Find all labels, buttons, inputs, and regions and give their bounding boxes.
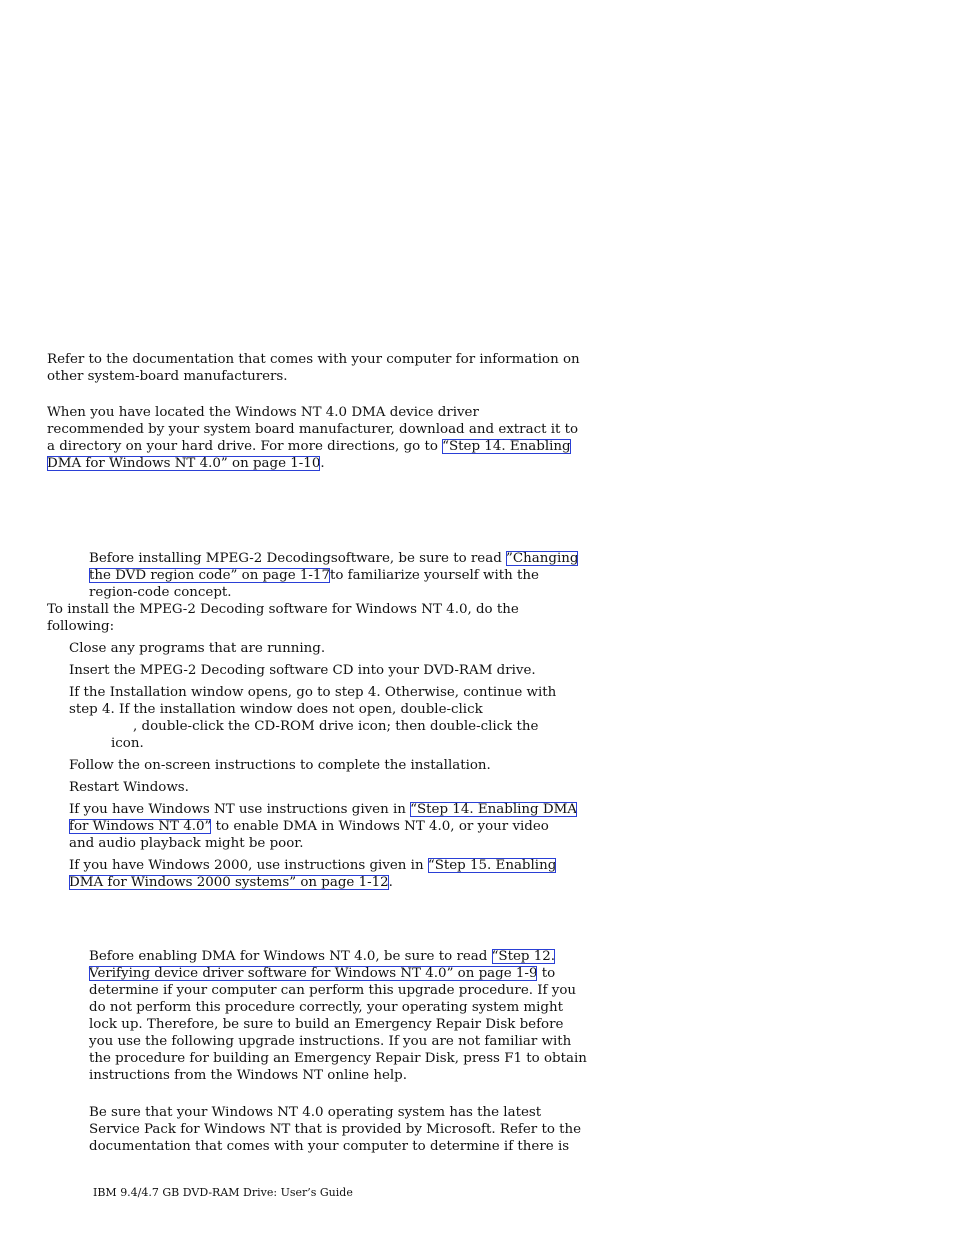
link-step14-dma[interactable]: “Step 14. Enabling DMA [410, 802, 577, 817]
text-line: Refer to the documentation that comes with your computer for information on [47, 352, 580, 367]
step-text: step 4. If the installation window does not open, double-click [69, 702, 483, 717]
text-line: you use the following upgrade instructions. If you are not familiar with [89, 1034, 572, 1049]
text-fragment: . [320, 456, 325, 471]
text-line: Service Pack for Windows NT that is provided by Microsoft. Refer to the [89, 1122, 582, 1137]
link-step14-enabling-dma-cont[interactable]: DMA for Windows NT 4.0” on page 1-10 [47, 456, 321, 471]
text-line [89, 567, 578, 584]
link-step15-dma-2000-cont[interactable]: DMA for Windows 2000 systems” on page 1-12 [69, 875, 389, 890]
text-line: region-code concept. [89, 585, 232, 600]
link-step15-dma-2000[interactable]: “Step 15. Enabling [427, 858, 557, 873]
link-changing-region-code-cont[interactable]: the DVD region code” on page 1-17 [89, 568, 330, 583]
step-text [69, 857, 556, 874]
text-line: do not perform this procedure correctly, your operating system might [89, 1000, 563, 1015]
text-line: documentation that comes with your computer to determine if there is [89, 1139, 570, 1154]
text-fragment: a directory on your hard drive. For more directions, go to [47, 439, 443, 454]
step-text: Restart Windows. [69, 780, 189, 795]
note-enable-dma-warning [89, 948, 587, 1084]
text-line [47, 455, 578, 472]
paragraph-install-intro [47, 601, 519, 635]
step-text: , double-click the CD-ROM drive icon; then double-click the [133, 719, 539, 734]
text-fragment: to enable DMA in Windows NT 4.0, or your video [211, 819, 549, 834]
step-text: icon. [111, 736, 144, 751]
text-line: Be sure that your Windows NT 4.0 operating system has the latest [89, 1105, 542, 1120]
step-text: If the Installation window opens, go to step 4. Otherwise, continue with [69, 685, 557, 700]
note-service-pack [89, 1104, 581, 1155]
step-text [69, 801, 577, 818]
step-7 [69, 857, 556, 891]
step-text [69, 874, 556, 891]
step-text: Insert the MPEG-2 Decoding software CD into your DVD-RAM drive. [69, 663, 536, 678]
link-step14-dma-cont[interactable]: for Windows NT 4.0” [69, 819, 212, 834]
step-text: and audio playback might be poor. [69, 836, 304, 851]
text-fragment: to familiarize yourself with the [329, 568, 539, 583]
text-line: When you have located the Windows NT 4.0 DMA device driver [47, 405, 479, 420]
text-line: instructions from the Windows NT online help. [89, 1068, 408, 1083]
text-line: lock up. Therefore, be sure to build an Emergency Repair Disk before [89, 1017, 564, 1032]
text-line: the procedure for building an Emergency Repair Disk, press F1 to obtain [89, 1051, 587, 1066]
step-6 [69, 801, 577, 852]
link-step12-verifying-cont[interactable]: Verifying device driver software for Windows NT 4.0” on page 1-9 [89, 966, 538, 981]
text-fragment: . [388, 875, 393, 890]
text-line: To install the MPEG-2 Decoding software for Windows NT 4.0, do the [47, 602, 519, 617]
paragraph-system-board-docs [47, 351, 580, 385]
link-step12-verifying[interactable]: “Step 12. [491, 949, 556, 964]
text-line [89, 965, 587, 982]
step-text: Follow the on-screen instructions to complete the installation. [69, 758, 491, 773]
text-line: other system-board manufacturers. [47, 369, 288, 384]
link-step14-enabling-dma[interactable]: “Step 14. Enabling [442, 439, 571, 454]
step-2 [69, 662, 536, 679]
text-line: determine if your computer can perform this upgrade procedure. If you [89, 983, 577, 998]
paragraph-dma-driver [47, 404, 578, 472]
step-text: Close any programs that are running. [69, 641, 326, 656]
step-3 [69, 684, 556, 752]
text-fragment: If you have Windows NT use instructions given in [69, 802, 411, 817]
link-changing-region-code[interactable]: ”Changing [506, 551, 579, 566]
text-fragment: to [537, 966, 556, 981]
step-5 [69, 779, 189, 796]
text-line: following: [47, 619, 115, 634]
step-1 [69, 640, 325, 657]
text-line [47, 438, 578, 455]
text-fragment: If you have Windows 2000, use instructions given in [69, 858, 428, 873]
step-4 [69, 757, 491, 774]
note-mpeg2-region [89, 550, 578, 601]
text-fragment: Before enabling DMA for Windows NT 4.0, be sure to read [89, 949, 492, 964]
step-text [69, 818, 577, 835]
text-fragment: Before installing MPEG-2 Decodingsoftware, be sure to read [89, 551, 507, 566]
text-line: recommended by your system board manufacturer, download and extract it to [47, 422, 579, 437]
text-line [89, 550, 578, 567]
page-footer: IBM 9.4/4.7 GB DVD-RAM Drive: User’s Guide [93, 1186, 353, 1199]
text-line [89, 948, 587, 965]
